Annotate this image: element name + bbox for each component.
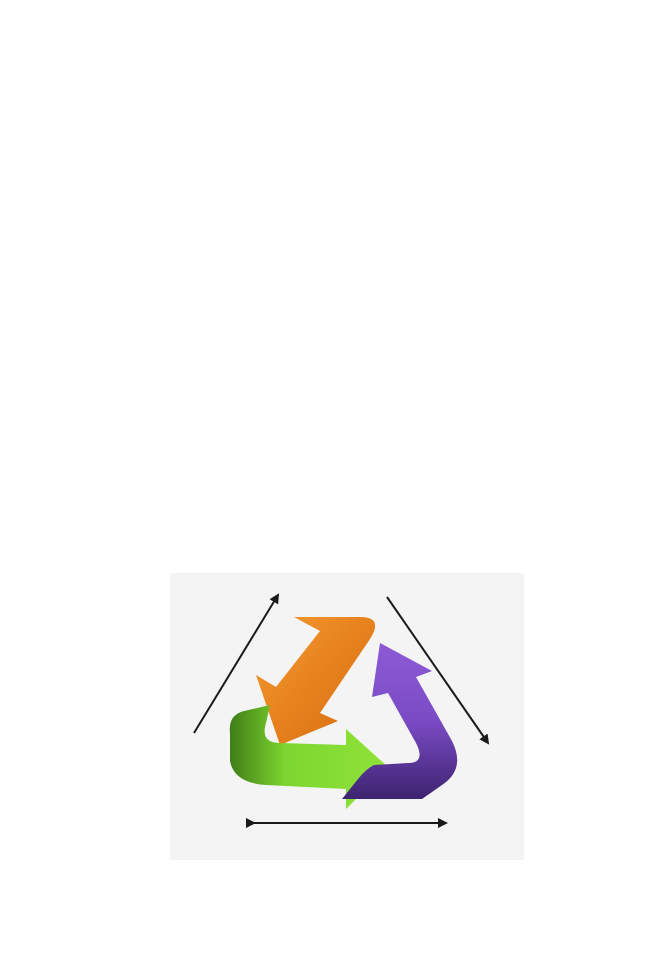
o2o-cycle-diagram — [170, 573, 524, 860]
diagram-canvas — [170, 573, 524, 860]
orange-cycle-arrow — [256, 617, 375, 745]
